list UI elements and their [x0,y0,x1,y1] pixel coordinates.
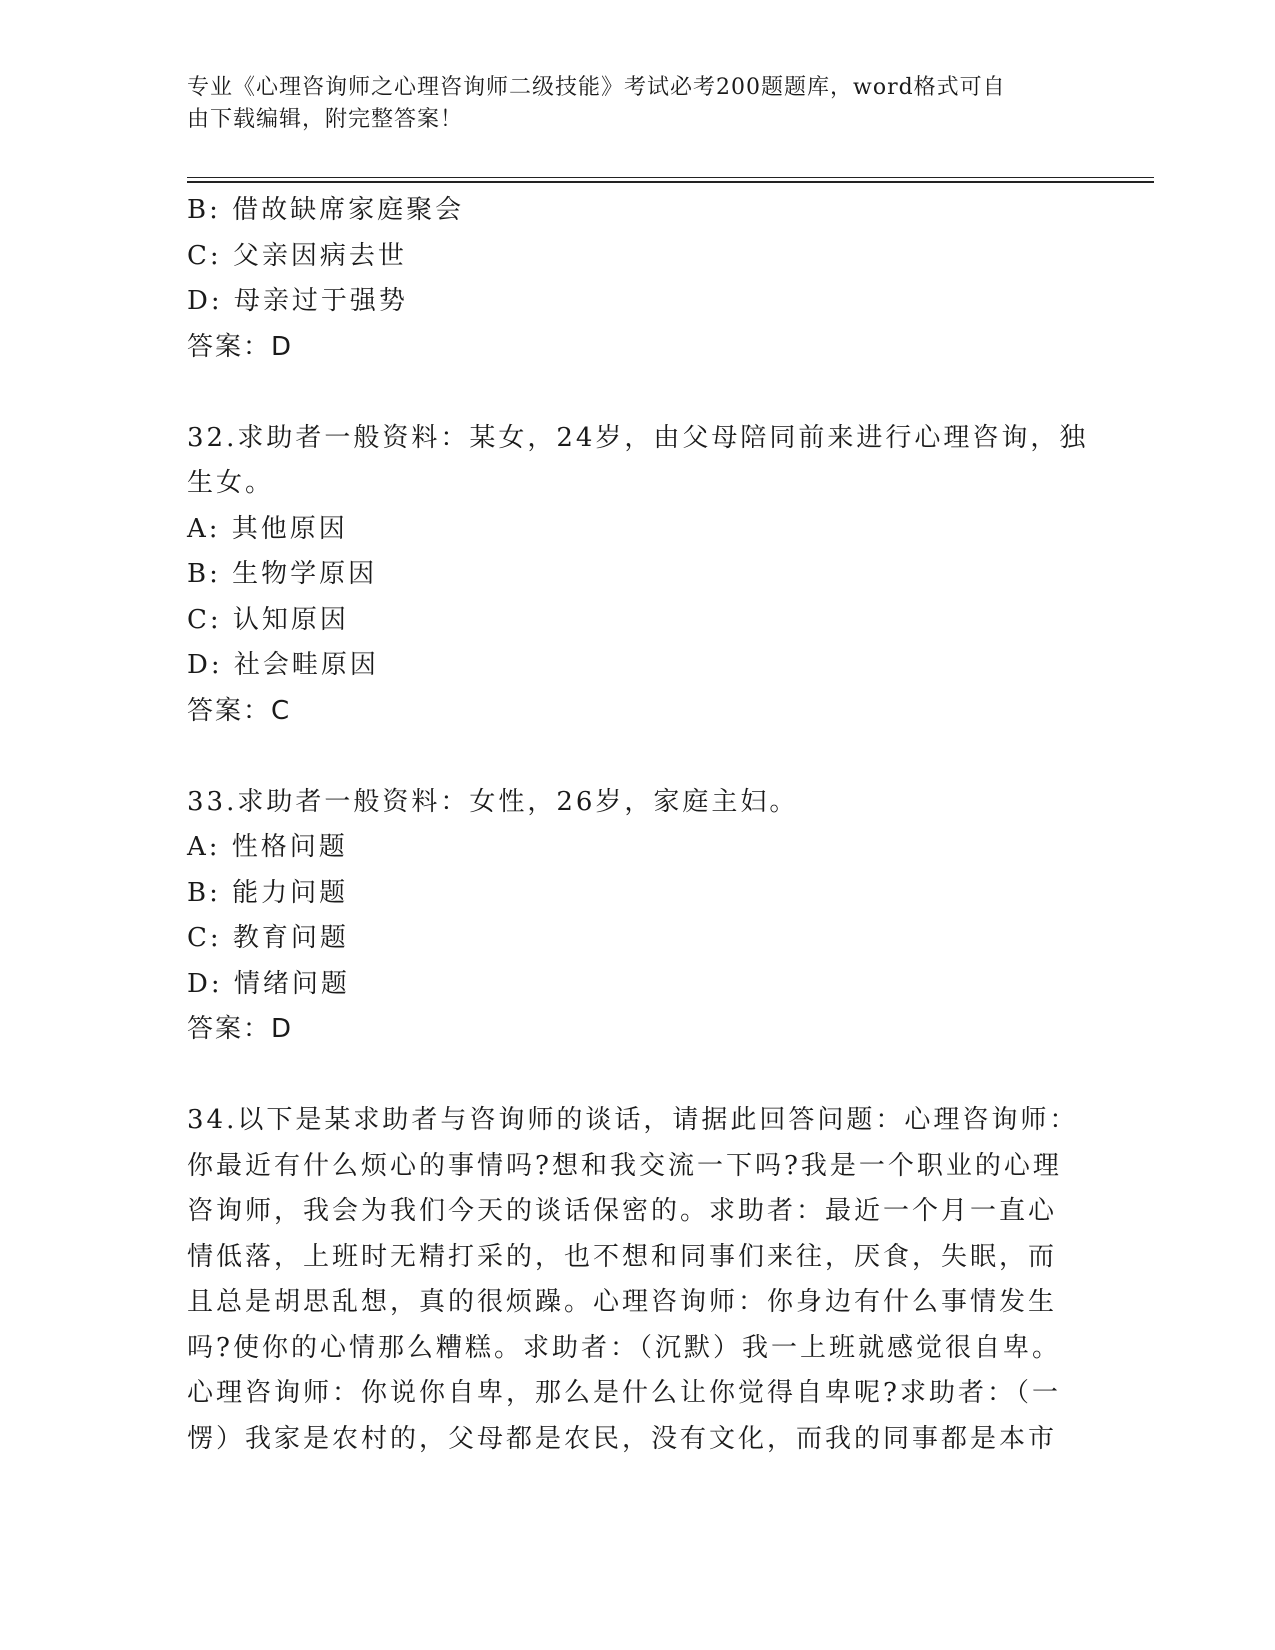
option-d: D: 情绪问题 [187,968,350,999]
option-c: C: 认知原因 [187,604,349,635]
question-31 [187,188,1087,370]
header-divider-thin [187,177,1154,178]
question-33 [187,780,1087,1053]
question-list [187,188,1087,1462]
question-stem: 32.求助者一般资料：某女，24岁，由父母陪同前来进行心理咨询，独 [187,422,1089,453]
question-text-line: 咨询师，我会为我们今天的谈话保密的。求助者：最近一个月一直心 [187,1196,1058,1226]
spacer [187,1053,1087,1099]
question-stem-cont: 生女。 [187,468,275,498]
option-b: B: 能力问题 [187,877,349,908]
answer-label: 答案：D [187,331,294,362]
question-text-line: 心理咨询师：你说你自卑，那么是什么让你觉得自卑呢?求助者：（一 [187,1378,1061,1408]
option-d: D: 社会畦原因 [187,650,379,680]
spacer [187,734,1087,780]
option-a: A: 其他原因 [187,513,348,544]
spacer [187,370,1087,416]
answer-label: 答案：D [187,1014,294,1044]
question-text-line: 吗?使你的心情那么糟糕。求助者：（沉默）我一上班就感觉很自卑。 [187,1332,1061,1363]
question-32 [187,416,1087,735]
question-text-line: 你最近有什么烦心的事情吗?想和我交流一下吗?我是一个职业的心理 [187,1150,1062,1181]
question-text-line: 34.以下是某求助者与咨询师的谈话，请据此回答问题：心理咨询师： [187,1105,1079,1135]
document-header [187,72,1067,136]
question-stem: 33.求助者一般资料：女性，26岁，家庭主妇。 [187,786,799,817]
question-34 [187,1098,1087,1462]
header-line-2: 由下载编辑，附完整答案！ [187,107,464,132]
header-divider-thick [187,181,1154,183]
question-text-line: 愣）我家是农村的，父母都是农民，没有文化，而我的同事都是本市 [187,1423,1058,1454]
option-d: D: 母亲过于强势 [187,286,408,316]
option-b: B: 借故缺席家庭聚会 [187,195,465,225]
option-a: A: 性格问题 [187,832,348,862]
question-text-line: 且总是胡思乱想，真的很烦躁。心理咨询师：你身边有什么事情发生 [187,1287,1058,1317]
option-c: C: 父亲因病去世 [187,240,407,271]
option-c: C: 教育问题 [187,923,349,953]
answer-label: 答案：C [187,695,292,726]
question-text-line: 情低落，上班时无精打采的，也不想和同事们来往，厌食，失眠，而 [187,1241,1058,1272]
option-b: B: 生物学原因 [187,559,378,589]
header-line-1: 专业《心理咨询师之心理咨询师二级技能》考试必考200题题库，word格式可自 [187,75,1006,100]
